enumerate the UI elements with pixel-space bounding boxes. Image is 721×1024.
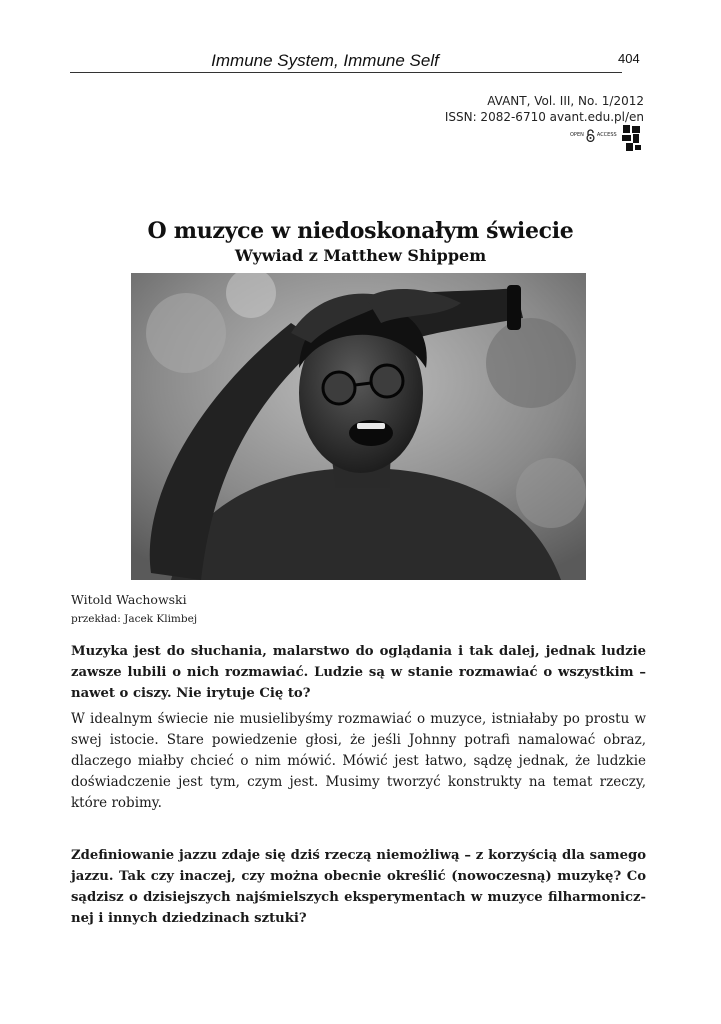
avant-logo — [620, 124, 644, 152]
running-head-title: Immune System, Immune Self — [211, 51, 439, 70]
journal-volume: AVANT, Vol. III, No. 1/2012 — [487, 94, 644, 108]
portrait-photo — [131, 273, 586, 580]
article-subtitle: Wywiad z Matthew Shippem — [234, 246, 487, 265]
open-access-label-open: OPEN — [570, 132, 584, 138]
question-1: Muzyka jest do słuchania, malarstwo do oglądania i tak dalej, jednak ludzie zawsze lubili o nich rozmawiać. Ludzie są w stanie rozmawiać o wszystkim – nawet o ciszy. Nie irytuje Cię to? — [71, 644, 646, 701]
header-rule — [70, 72, 622, 73]
open-access-logo — [570, 128, 622, 142]
page-number: 404 — [618, 51, 640, 66]
author-name: Witold Wachowski — [71, 592, 187, 607]
translator-credit: przekład: Jacek Klimbej — [71, 613, 198, 625]
answer-1: W idealnym świecie nie musielibyśmy rozmawiać o muzyce, istniałaby po prostu w swej istocie. Stare powiedzenie głosi, że jeśli Johnny potrafi namalować obraz, dlaczego miałby chcieć o nim mówić. Mówić jest łatwo, sądzę jednak, że ludzkie doświadczenie jest tym, czym jest. Musimy tworzyć konstrukty na temat rzeczy, które robimy. — [71, 711, 646, 811]
open-access-label-access: ACCESS — [596, 132, 617, 138]
question-2: Zdefiniowanie jazzu zdaje się dziś rzeczą niemożliwą – z korzyścią dla samego jazzu. Tak czy inaczej, czy można obecnie określić (nowoczesną) muzykę? Co sądzisz o dzisiejszych najśmielszych eksperymentach w muzyce filharmonicz-nej i innych dziedzinach sztuki? — [71, 848, 646, 926]
journal-issn-url: ISSN: 2082-6710 avant.edu.pl/en — [444, 110, 644, 124]
open-access-lock-icon — [586, 129, 595, 142]
article-title: O muzyce w niedoskonałym świecie — [147, 218, 574, 244]
journal-info — [445, 93, 644, 125]
portrait-photo-image — [131, 273, 586, 580]
